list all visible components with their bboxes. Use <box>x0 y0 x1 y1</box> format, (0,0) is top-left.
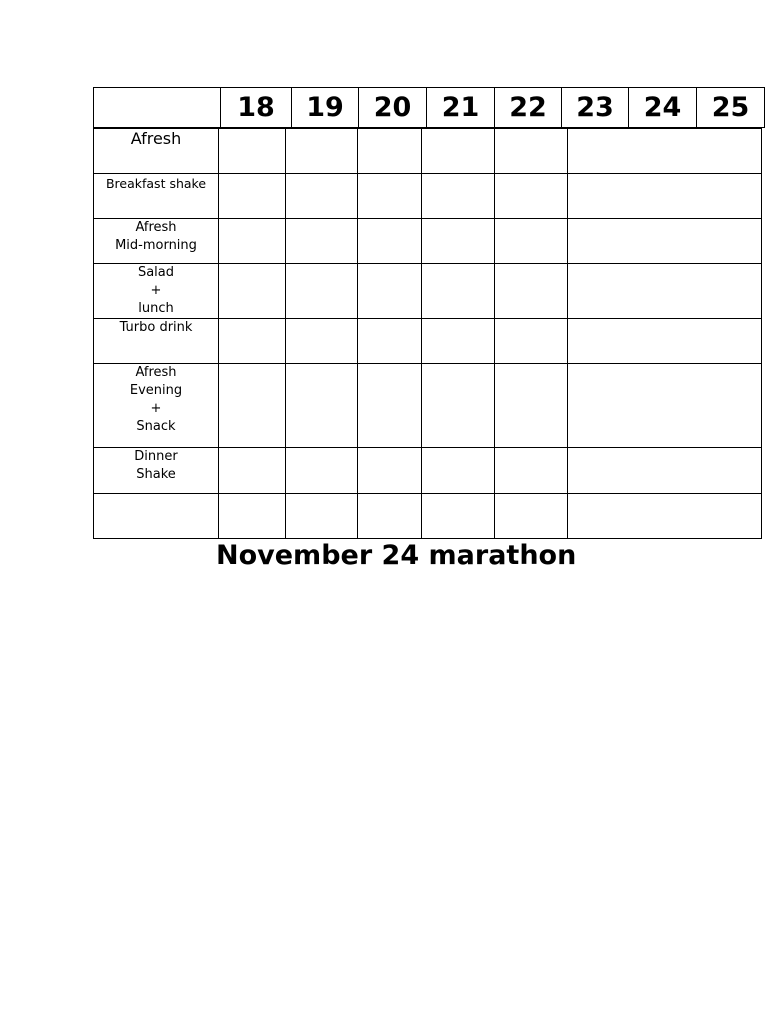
tracking-cell[interactable] <box>286 448 358 494</box>
day-header-21: 21 <box>427 88 495 128</box>
tracking-cell[interactable] <box>422 264 495 319</box>
row-label-afresh-mid-morning: Afresh Mid-morning <box>94 219 219 264</box>
tracking-cell[interactable] <box>422 448 495 494</box>
tracking-cell[interactable] <box>286 174 358 219</box>
tracking-cell[interactable] <box>495 219 568 264</box>
table-row <box>94 448 762 494</box>
day-header-18: 18 <box>221 88 292 128</box>
tracking-cell[interactable] <box>568 448 762 494</box>
row-label-afresh-evening-snack: Afresh Evening + Snack <box>94 364 219 448</box>
row-label-afresh: Afresh <box>94 129 219 174</box>
tracking-cell[interactable] <box>568 219 762 264</box>
table-row <box>94 364 762 448</box>
tracking-cell[interactable] <box>422 174 495 219</box>
tracking-cell[interactable] <box>219 174 286 219</box>
row-label-empty <box>94 494 219 539</box>
tracking-cell[interactable] <box>358 319 422 364</box>
tracking-cell[interactable] <box>219 364 286 448</box>
page-title: November 24 marathon <box>216 540 577 571</box>
day-header-23: 23 <box>562 88 629 128</box>
day-header-20: 20 <box>359 88 427 128</box>
tracking-cell[interactable] <box>358 174 422 219</box>
tracking-cell[interactable] <box>358 264 422 319</box>
table-row <box>94 494 762 539</box>
row-label-dinner-shake: Dinner Shake <box>94 448 219 494</box>
table-row <box>94 319 762 364</box>
tracking-cell[interactable] <box>358 129 422 174</box>
tracking-cell[interactable] <box>422 219 495 264</box>
table-row <box>94 129 762 174</box>
tracking-cell[interactable] <box>568 319 762 364</box>
tracking-cell[interactable] <box>286 129 358 174</box>
row-label-turbo-drink: Turbo drink <box>94 319 219 364</box>
tracking-cell[interactable] <box>495 494 568 539</box>
day-header-24: 24 <box>629 88 697 128</box>
tracking-cell[interactable] <box>568 174 762 219</box>
tracking-cell[interactable] <box>495 448 568 494</box>
tracking-cell[interactable] <box>422 364 495 448</box>
tracking-cell[interactable] <box>219 264 286 319</box>
tracking-cell[interactable] <box>495 364 568 448</box>
table-row <box>94 174 762 219</box>
row-label-salad-lunch: Salad + lunch <box>94 264 219 319</box>
tracking-cell[interactable] <box>358 364 422 448</box>
tracking-cell[interactable] <box>286 494 358 539</box>
day-header-19: 19 <box>292 88 359 128</box>
table-row <box>94 264 762 319</box>
tracking-cell[interactable] <box>358 219 422 264</box>
tracking-cell[interactable] <box>219 494 286 539</box>
day-header-22: 22 <box>495 88 562 128</box>
table-row <box>94 219 762 264</box>
tracking-cell[interactable] <box>422 319 495 364</box>
tracking-cell[interactable] <box>219 319 286 364</box>
tracking-cell[interactable] <box>422 129 495 174</box>
tracking-cell[interactable] <box>286 264 358 319</box>
tracking-cell[interactable] <box>286 319 358 364</box>
tracking-cell[interactable] <box>422 494 495 539</box>
tracking-cell[interactable] <box>568 264 762 319</box>
tracking-cell[interactable] <box>358 448 422 494</box>
row-label-breakfast-shake: Breakfast shake <box>94 174 219 219</box>
tracking-cell[interactable] <box>219 448 286 494</box>
tracking-cell[interactable] <box>568 494 762 539</box>
days-header-table <box>93 87 765 128</box>
tracking-cell[interactable] <box>219 219 286 264</box>
meal-tracking-table <box>93 128 762 539</box>
tracking-cell[interactable] <box>495 319 568 364</box>
tracking-cell[interactable] <box>358 494 422 539</box>
tracking-cell[interactable] <box>495 129 568 174</box>
header-corner-cell <box>94 88 221 128</box>
tracking-cell[interactable] <box>495 264 568 319</box>
tracking-cell[interactable] <box>286 364 358 448</box>
days-header-row <box>94 88 765 128</box>
tracking-cell[interactable] <box>568 129 762 174</box>
day-header-25: 25 <box>697 88 765 128</box>
tracking-cell[interactable] <box>219 129 286 174</box>
tracking-cell[interactable] <box>286 219 358 264</box>
tracking-cell[interactable] <box>495 174 568 219</box>
tracking-cell[interactable] <box>568 364 762 448</box>
